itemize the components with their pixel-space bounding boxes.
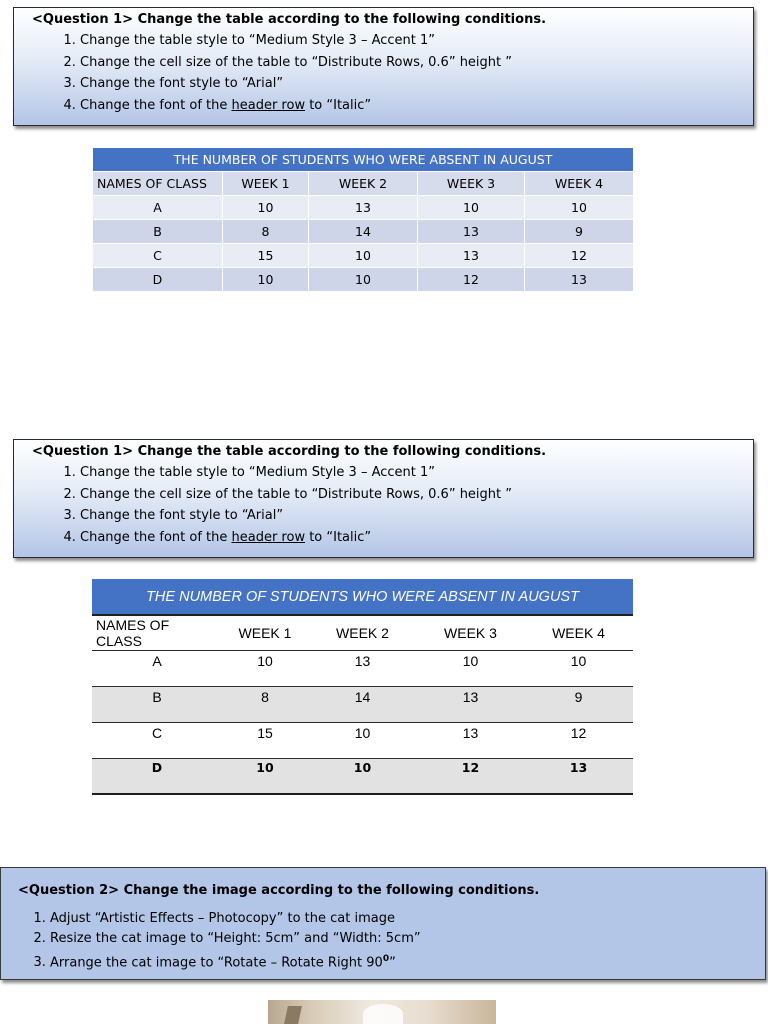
header-cell[interactable]: NAMES OF CLASS: [92, 615, 222, 651]
question-1-item: 3. Change the font style to “Arial”: [80, 505, 753, 527]
question-1-title: <Question 1> Change the table according to the following conditions.: [32, 12, 547, 27]
item-text: Change the font of the: [80, 529, 232, 545]
question-1-item: 1. Change the table style to “Medium Style 3 – Accent 1”: [80, 462, 753, 484]
table-cell[interactable]: 12: [525, 244, 634, 268]
table-cell[interactable]: A: [93, 196, 223, 220]
table-cell[interactable]: 14: [308, 687, 417, 723]
question-1-item: [80, 95, 753, 117]
table-row: [92, 723, 633, 759]
table-row: [93, 220, 634, 244]
item-text: to “Italic”: [305, 97, 372, 113]
table-cell[interactable]: 10: [525, 196, 634, 220]
table-cell[interactable]: 10: [309, 244, 418, 268]
table-cell[interactable]: 10: [222, 759, 308, 795]
header-cell[interactable]: WEEK 1: [223, 172, 309, 196]
item-text: to “Italic”: [305, 529, 372, 545]
header-cell[interactable]: WEEK 4: [524, 615, 633, 651]
table-cell[interactable]: 13: [525, 268, 634, 292]
header-row: [92, 615, 633, 651]
table-cell[interactable]: C: [93, 244, 223, 268]
question-2-item: 2. Resize the cat image to “Height: 5cm” and “Width: 5cm”: [50, 929, 765, 949]
table-cell[interactable]: 10: [223, 268, 309, 292]
table-cell[interactable]: 13: [418, 244, 525, 268]
cat-ear-shape: [284, 1006, 302, 1024]
header-cell[interactable]: WEEK 4: [525, 172, 634, 196]
table-title[interactable]: THE NUMBER OF STUDENTS WHO WERE ABSENT IN AUGUST: [92, 579, 633, 615]
question-1-item: 2. Change the cell size of the table to “Distribute Rows, 0.6” height ”: [80, 484, 753, 506]
table-cell[interactable]: 10: [309, 268, 418, 292]
underlined-text: header row: [231, 97, 306, 113]
question-1-item: 1. Change the table style to “Medium Style 3 – Accent 1”: [80, 30, 753, 52]
table-cell[interactable]: 13: [309, 196, 418, 220]
header-row: [93, 172, 634, 196]
table-cell[interactable]: 8: [223, 220, 309, 244]
table-cell[interactable]: 9: [524, 687, 633, 723]
table-cell[interactable]: B: [93, 220, 223, 244]
table-cell[interactable]: 10: [222, 651, 308, 687]
question-1-box-copy: [13, 439, 754, 558]
degree-superscript: 0: [382, 954, 390, 964]
underlined-text: header row: [231, 529, 306, 545]
table-cell[interactable]: 15: [223, 244, 309, 268]
question-1-list: [32, 462, 753, 548]
header-cell[interactable]: WEEK 2: [309, 172, 418, 196]
cat-image[interactable]: [268, 1000, 496, 1024]
table-cell[interactable]: 12: [524, 723, 633, 759]
header-cell[interactable]: WEEK 2: [308, 615, 417, 651]
table-row: [93, 268, 634, 292]
header-cell[interactable]: WEEK 3: [417, 615, 524, 651]
table-cell[interactable]: 14: [309, 220, 418, 244]
cat-fur-shape: [363, 1004, 403, 1024]
table-cell[interactable]: D: [93, 268, 223, 292]
table-cell[interactable]: 10: [417, 651, 524, 687]
table-cell[interactable]: B: [92, 687, 222, 723]
absence-table-formatted[interactable]: [92, 579, 633, 795]
table-cell[interactable]: 10: [308, 759, 417, 795]
table-row: [92, 687, 633, 723]
question-2-title: <Question 2> Change the image according to the following conditions.: [18, 883, 540, 898]
table-cell[interactable]: 10: [223, 196, 309, 220]
table-cell[interactable]: 13: [308, 651, 417, 687]
table-cell[interactable]: 13: [418, 220, 525, 244]
table-cell[interactable]: 13: [524, 759, 633, 795]
table-row: [93, 196, 634, 220]
table-title[interactable]: THE NUMBER OF STUDENTS WHO WERE ABSENT IN AUGUST: [93, 148, 634, 172]
table-cell[interactable]: 9: [525, 220, 634, 244]
question-2-item: 1. Adjust “Artistic Effects – Photocopy” to the cat image: [50, 909, 765, 929]
question-1-item: 3. Change the font style to “Arial”: [80, 73, 753, 95]
table-cell[interactable]: 10: [308, 723, 417, 759]
question-1-item: [80, 527, 753, 549]
header-cell[interactable]: WEEK 3: [418, 172, 525, 196]
header-cell[interactable]: WEEK 1: [222, 615, 308, 651]
table-row: [92, 759, 633, 795]
table-cell[interactable]: 10: [524, 651, 633, 687]
question-1-title: <Question 1> Change the table according to the following conditions.: [32, 444, 547, 459]
table-cell[interactable]: 15: [222, 723, 308, 759]
question-1-box: [13, 7, 754, 126]
table-cell[interactable]: 12: [417, 759, 524, 795]
table-cell[interactable]: C: [92, 723, 222, 759]
header-cell[interactable]: NAMES OF CLASS: [93, 172, 223, 196]
table-row: [92, 651, 633, 687]
question-2-box: [0, 867, 766, 980]
question-2-item: [50, 949, 765, 973]
table-row: [93, 244, 634, 268]
question-1-item: 2. Change the cell size of the table to “Distribute Rows, 0.6” height ”: [80, 52, 753, 74]
absence-table-original[interactable]: [92, 147, 634, 292]
table-cell[interactable]: A: [92, 651, 222, 687]
table-cell[interactable]: 13: [417, 687, 524, 723]
item-text: Change the font of the: [80, 97, 232, 113]
question-2-list: [18, 909, 765, 973]
table-cell[interactable]: 8: [222, 687, 308, 723]
question-1-list: [32, 30, 753, 116]
table-cell[interactable]: 13: [417, 723, 524, 759]
item-text: ”: [389, 955, 396, 971]
table-cell[interactable]: 12: [418, 268, 525, 292]
item-text: Arrange the cat image to “Rotate – Rotate Right 90: [50, 955, 383, 971]
table-cell[interactable]: D: [92, 759, 222, 795]
table-cell[interactable]: 10: [418, 196, 525, 220]
